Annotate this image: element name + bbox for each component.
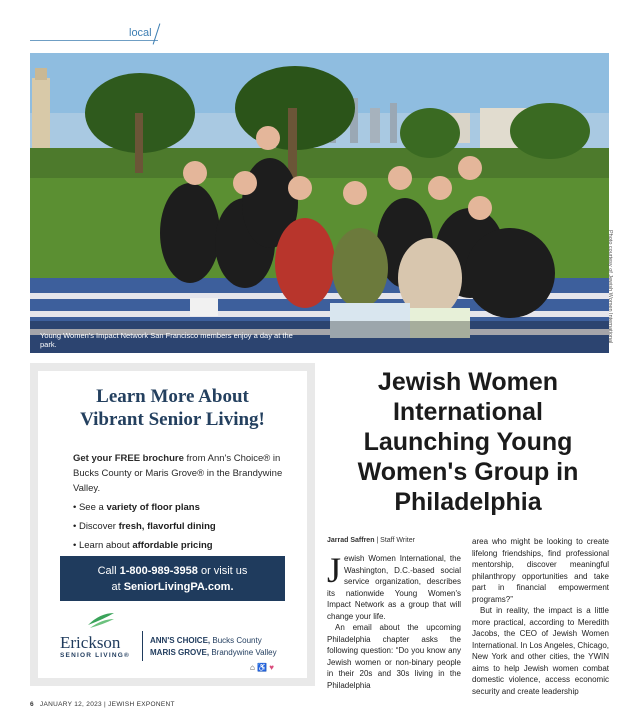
ad-bullet: • See a variety of floor plans	[73, 502, 200, 513]
park-photo	[30, 53, 609, 353]
erickson-logo-sub: SENIOR LIVING®	[60, 652, 130, 659]
ad-title	[38, 385, 307, 431]
ad-title-line1: Learn More About	[96, 386, 249, 407]
park-photo-illustration	[30, 53, 609, 353]
ad-panel	[38, 371, 307, 678]
article-headline: Jewish Women International Launching Young Women's Group in Philadelphia	[357, 368, 579, 516]
wheelchair-icon: ♿	[257, 663, 268, 672]
ad-bullets	[73, 498, 298, 555]
ad-call-to-action[interactable]: Call 1-800-989-3958 or visit us at SeniorLivingPA.com.	[60, 556, 285, 601]
page-number: 6	[30, 701, 34, 708]
heart-icon: ♥	[269, 663, 275, 672]
page-footer	[30, 701, 175, 708]
paragraph: ewish Women International, the Washington, D.C.-based social service organization, describes its nationwide Young Women's Impact Network as a group that will change your life.	[327, 554, 461, 621]
accessibility-icons	[250, 663, 274, 672]
leaf-logo-icon	[86, 611, 116, 629]
article-column-2	[472, 536, 609, 697]
paragraph: area who might be looking to create lifelong friendships, find professional mentorship, discover meaningful philanthropy opportunities and take part in financial empowerment programs?”	[472, 537, 609, 604]
ad-intro	[73, 451, 298, 496]
equal-housing-icon: ⌂	[250, 663, 255, 672]
paragraph: But in reality, the impact is a little more practical, according to Meredith Jacobs, the CEO of Jewish Women International. In Los Angeles, Chicago, New York and other cities, the YWIN aims to help Jewish women combat domestic violence, access economic security and create leadership	[472, 606, 609, 696]
paragraph: An email about the upcoming Philadelphia chapter asks the following question: “Do you know any Jewish women or non-binary people in their 20s and 30s living in the Philadelphia	[327, 623, 461, 690]
ad-intro-rest: from Ann's Choice® in Bucks County or Maris Grove® in the Brandywine Valley.	[73, 453, 283, 494]
ad-website-link[interactable]: SeniorLivingPA.com.	[123, 581, 234, 593]
photo-caption: Young Women's Impact Network San Francisco members enjoy a day at the park.	[40, 331, 293, 349]
issue-info: JANUARY 12, 2023 | JEWISH EXPONENT	[39, 701, 175, 708]
ad-bullet: • Discover fresh, flavorful dining	[73, 521, 216, 532]
byline	[327, 537, 415, 544]
photo-credit: Photo courtesy of Jewish Women International	[607, 230, 613, 344]
erickson-logo: Erickson	[60, 633, 121, 652]
section-label: local	[129, 27, 152, 39]
ad-phone[interactable]: 1-800-989-3958	[119, 565, 198, 577]
drop-cap: J	[327, 550, 342, 590]
article-column-1	[327, 550, 461, 691]
ad-communities: ANN'S CHOICE, Bucks County MARIS GROVE, Brandywine Valley	[150, 636, 277, 657]
ad-intro-bold: Get your FREE brochure	[73, 453, 184, 464]
section-rule	[30, 40, 158, 41]
ad-bullet: • Learn about affordable pricing	[73, 540, 213, 551]
ad-title-line2: Vibrant Senior Living!	[80, 409, 265, 430]
author-role: | Staff Writer	[374, 537, 415, 544]
author-name: Jarrad Saffren	[327, 537, 375, 544]
ad-divider	[142, 631, 143, 661]
advertisement	[30, 363, 315, 686]
section-slash	[153, 23, 161, 44]
